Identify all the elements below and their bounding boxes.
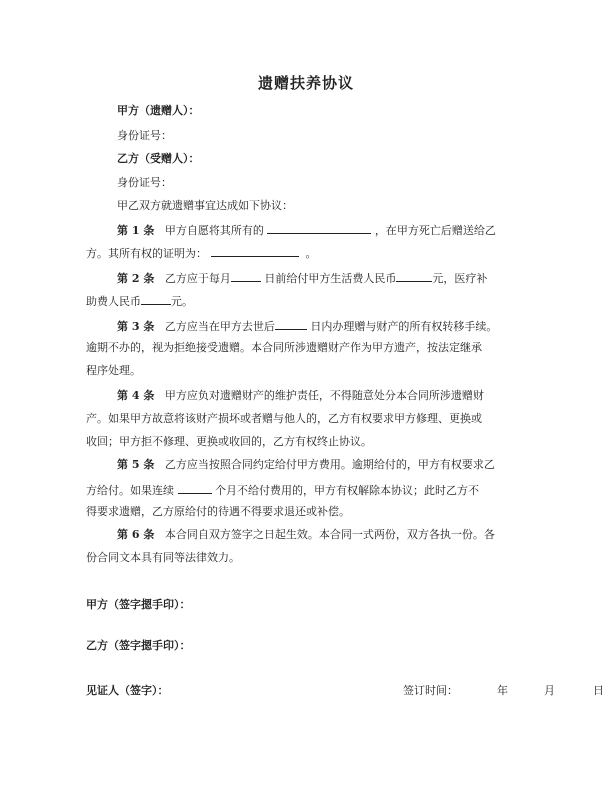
transfer-days-blank bbox=[275, 318, 307, 330]
article-3-line-3: 程序处理。 bbox=[86, 364, 141, 377]
article-4-text-a: 甲方应负对遗赠财产的维护责任，不得随意处分本合同所涉遗赠财 bbox=[164, 389, 484, 402]
article-2-line-1 bbox=[117, 270, 557, 286]
article-6-number: 第 6 条 bbox=[117, 528, 155, 541]
article-5-line-3: 得要求遗赠，乙方原给付的待遇不得要求退还或补偿。 bbox=[86, 505, 350, 518]
article-2-line-2 bbox=[86, 293, 526, 309]
article-3-line-1 bbox=[117, 318, 557, 334]
party-b-signature-label: 乙方（签字摁手印）： bbox=[86, 639, 191, 652]
property-blank bbox=[267, 222, 371, 234]
month-label: 月 bbox=[544, 684, 555, 697]
document-title: 遗赠扶养协议 bbox=[257, 74, 354, 92]
article-5-line-1 bbox=[117, 458, 557, 472]
witness-row bbox=[86, 682, 604, 698]
article-3-number: 第 3 条 bbox=[117, 320, 155, 333]
agreement-intro: 甲乙双方就遗赠事宜达成如下协议： bbox=[117, 199, 293, 212]
article-4-line-3: 收回；甲方拒不修理、更换或收回的，乙方有权终止协议。 bbox=[86, 435, 372, 448]
article-2-number: 第 2 条 bbox=[117, 272, 155, 285]
article-2-text-b: 日前给付甲方生活费人民币 bbox=[264, 272, 397, 285]
months-blank bbox=[178, 482, 212, 494]
payment-day-blank bbox=[231, 270, 261, 282]
article-5-text-a: 乙方应当按照合同约定给付甲方费用。逾期给付的，甲方有权要求乙 bbox=[164, 458, 495, 471]
medical-expense-blank bbox=[141, 293, 171, 305]
article-3-text-a: 乙方应当在甲方去世后 bbox=[164, 320, 275, 333]
article-2-text-e: 元。 bbox=[171, 295, 193, 308]
article-3-text-b: 日内办理赠与财产的所有权转移手续。 bbox=[310, 320, 498, 333]
article-6-text-a: 本合同自双方签字之日起生效。本合同一式两份，双方各执一份。各 bbox=[164, 528, 495, 541]
article-4-number: 第 4 条 bbox=[117, 389, 155, 402]
article-1-text-a: 甲方自愿将其所有的 bbox=[164, 224, 264, 237]
article-6-line-2: 份合同文本具有同等法律效力。 bbox=[86, 551, 240, 564]
witness-label: 见证人（签字）： bbox=[86, 684, 169, 697]
article-1-line-2 bbox=[86, 245, 526, 261]
article-2-text-c: 元，医疗补 bbox=[432, 272, 488, 285]
article-2-text-d: 助费人民币 bbox=[86, 295, 141, 308]
article-5-line-2 bbox=[86, 482, 526, 498]
article-4-line-2: 产。如果甲方故意将该财产损坏或者赠与他人的，乙方有权要求甲方修理、更换或 bbox=[86, 412, 482, 425]
year-label: 年 bbox=[497, 684, 508, 697]
day-label: 日 bbox=[593, 684, 604, 697]
article-5-text-b: 方给付。如果连续 bbox=[86, 484, 174, 497]
party-b-label: 乙方（受赠人）： bbox=[117, 152, 200, 165]
article-1-number: 第 1 条 bbox=[117, 224, 155, 237]
article-1-line-1 bbox=[117, 222, 557, 238]
article-1-text-c: 方。其所有权的证明为： bbox=[86, 247, 207, 260]
living-expense-blank bbox=[396, 270, 432, 282]
article-6-line-1 bbox=[117, 528, 557, 542]
ownership-proof-blank bbox=[211, 245, 299, 257]
article-1-text-b: ，在甲方死亡后赠送给乙 bbox=[374, 224, 496, 237]
party-a-id-label: 身份证号： bbox=[117, 129, 172, 142]
party-a-signature-label: 甲方（签字摁手印）： bbox=[86, 598, 191, 611]
party-a-label: 甲方（遗赠人）： bbox=[117, 104, 200, 117]
article-2-text-a: 乙方应于每月 bbox=[164, 272, 231, 285]
sign-date-label: 签订时间： bbox=[403, 684, 458, 697]
article-3-line-2: 逾期不办的，视为拒绝接受遗赠。本合同所涉遗赠财产作为甲方遗产，按法定继承 bbox=[86, 341, 482, 354]
party-b-id-label: 身份证号： bbox=[117, 176, 172, 189]
article-4-line-1 bbox=[117, 389, 557, 403]
article-5-text-c: 个月不给付费用的，甲方有权解除本协议；此时乙方不 bbox=[215, 484, 479, 497]
article-1-text-d: 。 bbox=[305, 247, 317, 260]
article-5-number: 第 5 条 bbox=[117, 458, 155, 471]
